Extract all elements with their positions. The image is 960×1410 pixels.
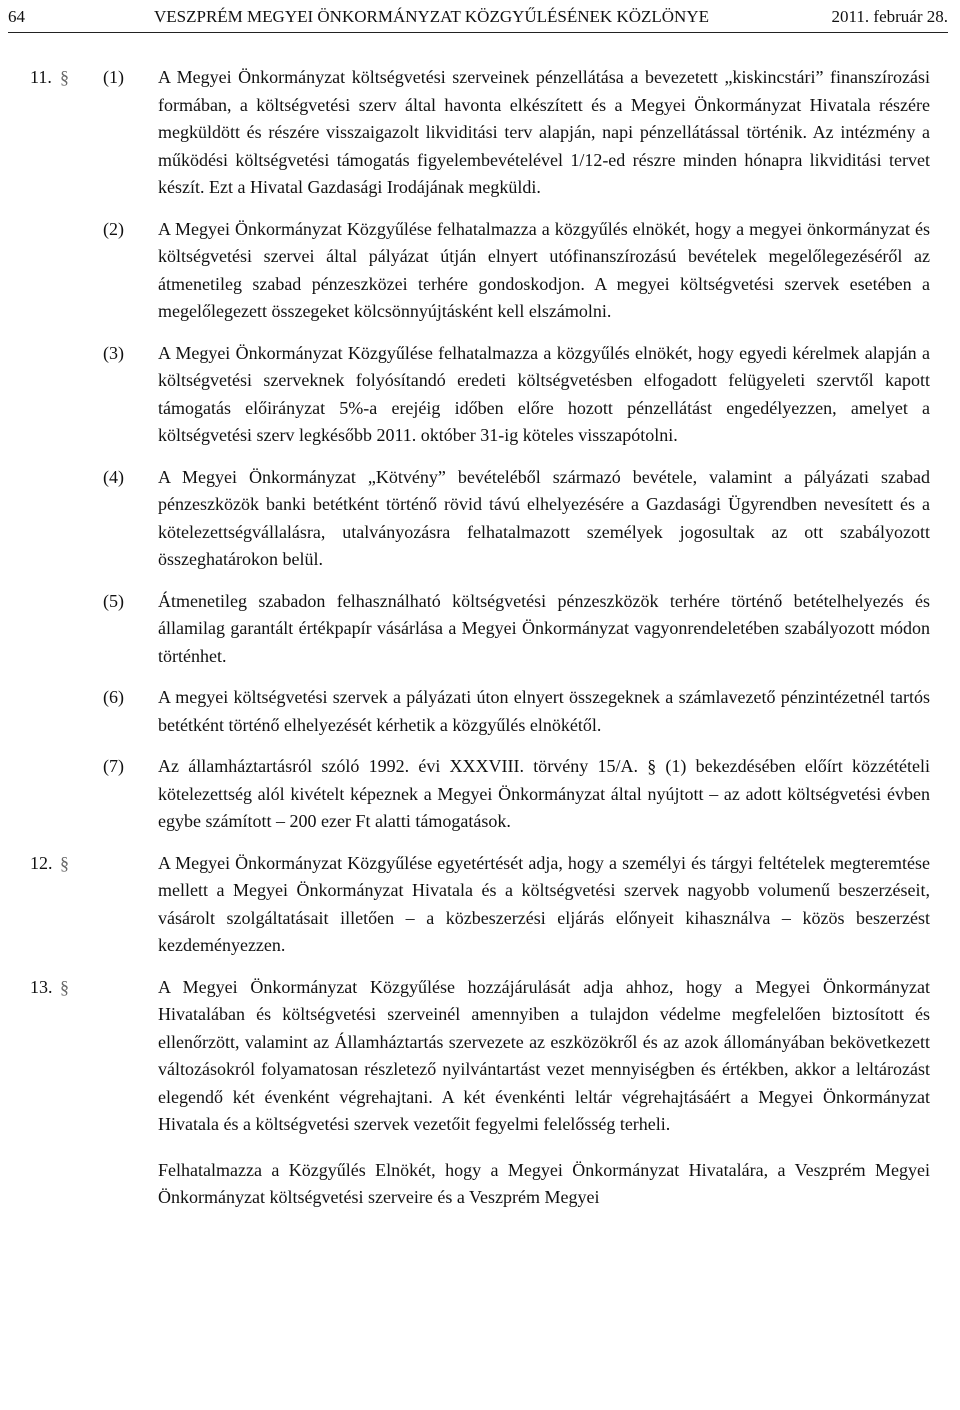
item-label: (4) <box>103 466 124 487</box>
item-label: (5) <box>103 590 124 611</box>
item-text: A Megyei Önkormányzat Közgyűlése felhatalmazza a közgyűlés elnökét, hogy egyedi kérelmek alapján a költségvetési szerveknek folyósítandó eredeti költségvetésben elfogadott felügyeleti szervtől kapott támogatás előirányzat 5%-a erejéig időben előre hozott pénzellátást engedélyezzen, amelyet a költségvetési szerv legkésőbb 2011. október 31-ig köteles visszapótolni. <box>158 342 930 445</box>
item-text: A megyei költségvetési szervek a pályázati úton elnyert összegeknek a számlavezető pénzintézetnél tartós betétként történő elhelyezését kérhetik a közgyűlés elnökétől. <box>158 687 930 735</box>
item-label: (6) <box>103 687 124 707</box>
item-text: Átmenetileg szabadon felhasználható költségvetési pénzeszközök terhére történő betételhelyezés és államilag garantált értékpapír vásárlása a Megyei Önkormányzat vagyonrendeletében szabályozott módon történhet. <box>158 590 930 666</box>
section-13-continuation <box>0 1157 960 1212</box>
section-number: 13. <box>30 976 53 997</box>
issue-date: 2011. február 28. <box>831 7 948 26</box>
section-11-item-6 <box>0 684 960 739</box>
section-11-item-2 <box>0 216 960 326</box>
section-11 <box>0 64 960 202</box>
paragraph-mark: § <box>60 67 69 87</box>
section-13 <box>0 974 960 1139</box>
item-text: A Megyei Önkormányzat Közgyűlése felhatalmazza a közgyűlés elnökét, hogy a megyei önkormányzat és költségvetési szervei által pályázat útján elnyert utófinanszírozású bevételek megelőlegezéséről az átmenetileg szabad pénzeszközei terhére gondoskodjon. A megyei költségvetési szervek esetében a megelőlegezett összegeket kölcsönnyújtásként kell elszámolni. <box>158 218 930 321</box>
header-divider <box>8 32 948 33</box>
journal-title: VESZPRÉM MEGYEI ÖNKORMÁNYZAT KÖZGYŰLÉSÉNEK KÖZLÖNYE <box>154 7 709 26</box>
item-label: (1) <box>103 67 124 87</box>
section-text: A Megyei Önkormányzat Közgyűlése egyetértését adja, hogy a személyi és tárgyi feltételek megteremtése mellett a Megyei Önkormányzat Hivatala és a költségvetési szervek nagyobb volumenű beszerzéseit, vásárolt szolgáltatásait illetően – a közbeszerzési eljárás előnyeit kihasználva – közös beszerzést kezdeményezzen. <box>158 852 930 955</box>
page-header <box>8 6 948 30</box>
item-label: (7) <box>103 756 124 776</box>
section-11-item-5 <box>0 588 960 671</box>
item-text: A Megyei Önkormányzat „Kötvény” bevételéből származó bevétele, valamint a pályázati szabad pénzeszközök banki betétként történő rövid távú elhelyezésére a Gazdasági Ügyrendben nevesített és a kötelezettségvállalásra, utalványozásra felhatalmazott személyek jogosultak az ott szabályozott összeghatárokon belül. <box>158 466 930 569</box>
paragraph-mark: § <box>60 852 69 873</box>
section-number: 11. <box>30 67 52 87</box>
item-label: (2) <box>103 218 124 239</box>
section-11-item-7 <box>0 753 960 836</box>
paragraph-mark: § <box>60 976 69 997</box>
document-body <box>0 64 960 1212</box>
section-12 <box>0 850 960 960</box>
page-number: 64 <box>8 7 25 26</box>
item-text: Az államháztartásról szóló 1992. évi XXXVIII. törvény 15/A. § (1) bekezdésében előírt közzétételi kötelezettség alól kivételt képeznek a Megyei Önkormányzat által nyújtott – az adott költségvetési évben egybe számított – 200 ezer Ft alatti támogatások. <box>158 756 930 831</box>
section-11-item-3 <box>0 340 960 450</box>
section-11-item-4 <box>0 464 960 574</box>
continuation-text: Felhatalmazza a Közgyűlés Elnökét, hogy a Megyei Önkormányzat Hivatalára, a Veszprém Megyei Önkormányzat költségvetési szerveire és a Veszprém Megyei <box>158 1159 930 1207</box>
item-text: A Megyei Önkormányzat költségvetési szerveinek pénzellátása a bevezetett „kiskincstári” finanszírozási formában, a költségvetési szerv által havonta elkészített és a Megyei Önkormányzat Hivatala részére megküldött és részére visszaigazolt likviditási terv alapján, napi pénzellátással történik. Az intézmény a működési költségvetési támogatás figyelembevételével 1/12-ed részre minden hónapra likviditási tervet készít. Ezt a Hivatal Gazdasági Irodájának megküldi. <box>158 67 930 197</box>
section-text: A Megyei Önkormányzat Közgyűlése hozzájárulását adja ahhoz, hogy a Megyei Önkormányzat Hivatalában és költségvetési szerveinél amennyiben a tulajdon védelme megfelelően biztosított és ellenőrzött, valamint az Államháztartás szervezete az eszközökről és az azok állományában bekövetkezett változásokról folyamatosan részletező nyilvántartást vezet mennyiségben és értékben, akkor a leltározást elegendő két évenként végrehajtani. A két évenkénti leltár végrehajtásáért a Megyei Önkormányzat Hivatala és a költségvetési szervek vezetőit fegyelmi felelősség terheli. <box>158 976 930 1134</box>
item-label: (3) <box>103 342 124 363</box>
section-number: 12. <box>30 852 53 873</box>
